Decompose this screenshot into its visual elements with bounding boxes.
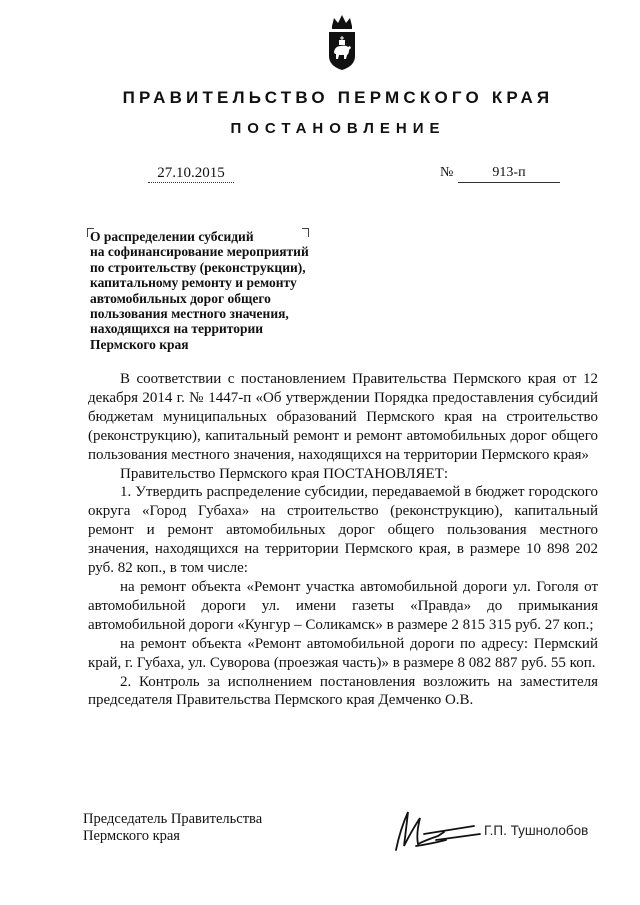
subject-line: Пермского края [90, 336, 189, 352]
item-1a-paragraph: на ремонт объекта «Ремонт участка автомобильной дороги ул. Гоголя от автомобильной дороги ул. имени газеты «Правда» до примыкания автомобильной дороги «Кунгур – Соликамск» в размере 2 815 315 руб. 27 коп.; [88, 578, 598, 633]
subject-line: капитальному ремонту и ремонту [90, 275, 297, 291]
signatory-position [83, 811, 262, 844]
preamble-paragraph: В соответствии с постановлением Правительства Пермского края от 12 декабря 2014 г. № 1447-п «Об утверждении Порядка предоставления субсидий бюджетам муниципальных образований Пермского края на строительство (реконструкцию), капитальный ремонт и ремонт автомобильных дорог общего пользования местного значения, находящихся на территории Пермского края» [88, 371, 598, 463]
position-line: Пермского края [83, 827, 180, 844]
handwritten-signature-icon [386, 800, 482, 856]
document-subject [90, 229, 370, 352]
coat-of-arms-icon [326, 12, 358, 72]
subject-line: пользования местного значения, [90, 306, 289, 322]
number-sign: № [440, 165, 454, 180]
subject-line: по строительству (реконструкции), [90, 259, 306, 275]
item-1b-paragraph: на ремонт объекта «Ремонт автомобильной дороги по адресу: Пермский край, г. Губаха, ул. Суворова (проезжая часть)» в размере 8 082 887 руб. 55 коп. [88, 635, 598, 671]
document-date: 27.10.2015 [148, 164, 234, 183]
government-title: ПРАВИТЕЛЬСТВО ПЕРМСКОГО КРАЯ [122, 88, 554, 107]
subject-line: на софинансирование мероприятий [90, 244, 309, 260]
item-1-paragraph: 1. Утвердить распределение субсидии, передаваемой в бюджет городского округа «Город Губаха» на строительство (реконструкцию), капитальный ремонт и ремонт автомобильных дорог общего пользования местного значения, находящихся на территории Пермского края, в размере 10 898 202 руб. 82 коп., в том числе: [88, 484, 598, 577]
resolution-paragraph: Правительство Пермского края ПОСТАНОВЛЯЕТ: [120, 465, 449, 482]
subject-line: О распределении субсидий [90, 229, 254, 244]
document-type: ПОСТАНОВЛЕНИЕ [230, 120, 446, 137]
document-body [88, 370, 598, 710]
document-number: 913-п [458, 164, 560, 183]
position-line: Председатель Правительства [83, 811, 263, 827]
signatory-name: Г.П. Тушнолобов [484, 823, 589, 838]
item-2-paragraph: 2. Контроль за исполнением постановления возложить на заместителя председателя Правительства Пермского края Демченко О.В. [88, 673, 598, 709]
subject-line: автомобильных дорог общего [90, 290, 271, 306]
subject-line: находящихся на территории [90, 321, 264, 337]
